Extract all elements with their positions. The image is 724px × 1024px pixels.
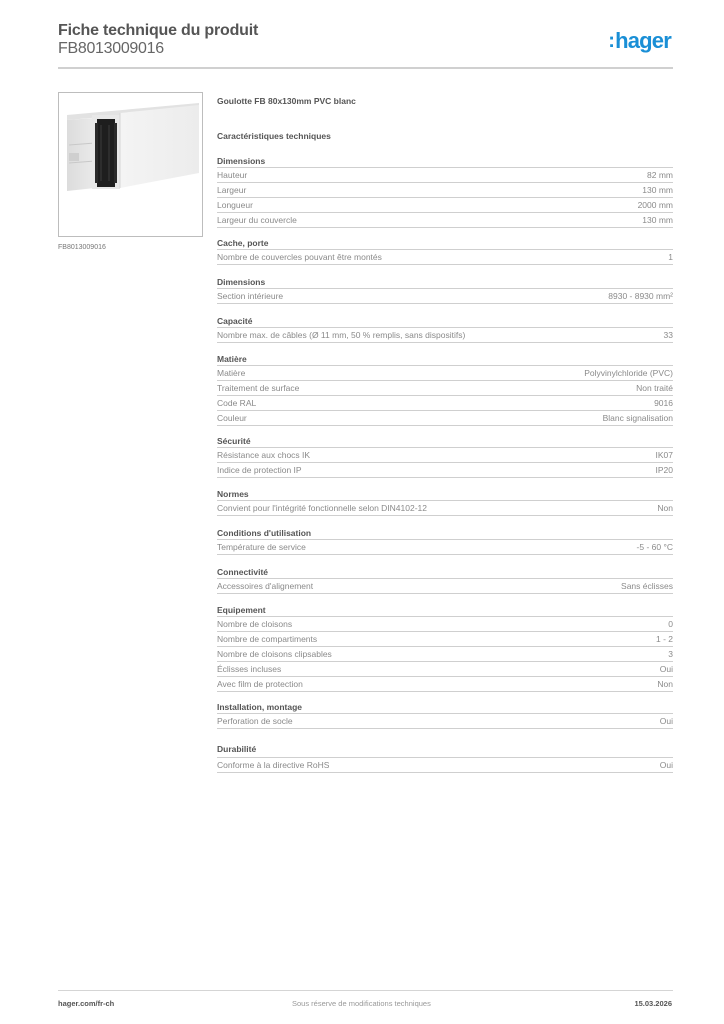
footer-divider bbox=[58, 990, 673, 991]
spec-group-matiere bbox=[217, 353, 673, 426]
spec-row bbox=[217, 366, 673, 381]
spec-group-cache-porte bbox=[217, 237, 673, 265]
spec-label: Éclisses incluses bbox=[217, 664, 282, 674]
spec-row bbox=[217, 540, 673, 555]
image-caption: FB8013009016 bbox=[58, 244, 106, 251]
product-image bbox=[58, 92, 203, 237]
spec-label: Accessoires d'alignement bbox=[217, 581, 314, 591]
spec-label: Convient pour l'intégrité fonctionnelle selon DIN4102-12 bbox=[217, 503, 428, 513]
logo-colon: : bbox=[608, 30, 615, 52]
spec-row bbox=[217, 183, 673, 198]
spec-row bbox=[217, 289, 673, 304]
spec-group-equipement bbox=[217, 604, 673, 692]
spec-row bbox=[217, 501, 673, 516]
spec-group-dimensions-section bbox=[217, 276, 673, 304]
spec-row bbox=[217, 647, 673, 662]
spec-value: 8930 - 8930 mm² bbox=[608, 291, 673, 301]
spec-row bbox=[217, 168, 673, 183]
spec-value: Non traité bbox=[636, 383, 673, 393]
spec-value: 130 mm bbox=[642, 185, 673, 195]
spec-label: Section intérieure bbox=[217, 291, 284, 301]
spec-group-connectivite bbox=[217, 566, 673, 594]
spec-value: 33 bbox=[663, 330, 673, 340]
spec-row bbox=[217, 381, 673, 396]
spec-label: Nombre de cloisons bbox=[217, 619, 293, 629]
spec-row bbox=[217, 579, 673, 594]
spec-value: Blanc signalisation bbox=[602, 413, 673, 423]
spec-group-durabilite bbox=[217, 741, 673, 773]
spec-label: Avec film de protection bbox=[217, 679, 303, 689]
spec-label: Hauteur bbox=[217, 170, 248, 180]
spec-value: Oui bbox=[659, 760, 673, 770]
document-title: Fiche technique du produit bbox=[58, 22, 259, 39]
spec-value: Sans éclisses bbox=[621, 581, 673, 591]
spec-value: Non bbox=[657, 679, 673, 689]
spec-value: 2000 mm bbox=[637, 200, 673, 210]
spec-group-dimensions bbox=[217, 155, 673, 228]
spec-row bbox=[217, 463, 673, 478]
group-title: Connectivité bbox=[217, 566, 673, 579]
spec-row bbox=[217, 198, 673, 213]
group-title: Conditions d'utilisation bbox=[217, 527, 673, 540]
footer-disclaimer: Sous réserve de modifications techniques bbox=[292, 999, 431, 1008]
spec-label: Indice de protection IP bbox=[217, 465, 302, 475]
group-title: Normes bbox=[217, 488, 673, 501]
spec-label: Largeur bbox=[217, 185, 247, 195]
spec-value: Non bbox=[657, 503, 673, 513]
group-title: Sécurité bbox=[217, 435, 673, 448]
group-title: Matière bbox=[217, 353, 673, 366]
spec-label: Perforation de socle bbox=[217, 716, 293, 726]
spec-label: Largeur du couvercle bbox=[217, 215, 297, 225]
spec-row bbox=[217, 758, 673, 773]
spec-row bbox=[217, 677, 673, 692]
footer-website-link[interactable]: hager.com/fr-ch bbox=[58, 999, 115, 1008]
spec-label: Conforme à la directive RoHS bbox=[217, 760, 330, 770]
spec-group-normes bbox=[217, 488, 673, 516]
spec-value: 0 bbox=[668, 619, 673, 629]
spec-value: IK07 bbox=[655, 450, 673, 460]
page-header bbox=[58, 20, 673, 68]
cable-trunking-image-icon bbox=[59, 93, 202, 236]
spec-group-capacite bbox=[217, 315, 673, 343]
spec-label: Nombre max. de câbles (Ø 11 mm, 50 % remplis, sans dispositifs) bbox=[217, 330, 466, 340]
spec-value: 130 mm bbox=[642, 215, 673, 225]
group-title: Cache, porte bbox=[217, 237, 673, 250]
logo-text: hager bbox=[615, 28, 671, 53]
spec-label: Matière bbox=[217, 368, 246, 378]
spec-value: 1 - 2 bbox=[655, 634, 673, 644]
header-divider bbox=[58, 67, 673, 69]
spec-value: 3 bbox=[668, 649, 673, 659]
product-name: Goulotte FB 80x130mm PVC blanc bbox=[217, 96, 356, 106]
spec-row bbox=[217, 448, 673, 463]
spec-row bbox=[217, 632, 673, 647]
spec-value: 9016 bbox=[654, 398, 673, 408]
spec-label: Nombre de cloisons clipsables bbox=[217, 649, 332, 659]
spec-group-securite bbox=[217, 435, 673, 478]
spec-value: 82 mm bbox=[647, 170, 673, 180]
spec-label: Température de service bbox=[217, 542, 306, 552]
spec-value: 1 bbox=[668, 252, 673, 262]
product-reference: FB8013009016 bbox=[58, 40, 164, 57]
spec-group-installation bbox=[217, 701, 673, 729]
group-title: Equipement bbox=[217, 604, 673, 617]
group-title: Installation, montage bbox=[217, 701, 673, 714]
spec-label: Longueur bbox=[217, 200, 253, 210]
spec-value: -5 - 60 °C bbox=[636, 542, 673, 552]
hager-logo[interactable] bbox=[608, 28, 671, 54]
footer-date: 15.03.2026 bbox=[634, 999, 672, 1008]
spec-row bbox=[217, 714, 673, 729]
spec-label: Code RAL bbox=[217, 398, 257, 408]
spec-label: Nombre de couvercles pouvant être montés bbox=[217, 252, 382, 262]
group-title: Durabilité bbox=[217, 741, 673, 758]
spec-row bbox=[217, 328, 673, 343]
group-title: Capacité bbox=[217, 315, 673, 328]
spec-value: IP20 bbox=[655, 465, 673, 475]
spec-row bbox=[217, 662, 673, 677]
spec-row bbox=[217, 617, 673, 632]
spec-value: Oui bbox=[659, 664, 673, 674]
spec-row bbox=[217, 396, 673, 411]
spec-label: Traitement de surface bbox=[217, 383, 300, 393]
section-title: Caractéristiques techniques bbox=[217, 131, 331, 141]
spec-label: Nombre de compartiments bbox=[217, 634, 318, 644]
group-title: Dimensions bbox=[217, 276, 673, 289]
spec-group-conditions bbox=[217, 527, 673, 555]
group-title: Dimensions bbox=[217, 155, 673, 168]
spec-value: Oui bbox=[659, 716, 673, 726]
spec-row bbox=[217, 250, 673, 265]
spec-value: Polyvinylchloride (PVC) bbox=[584, 368, 673, 378]
spec-label: Couleur bbox=[217, 413, 247, 423]
spec-row bbox=[217, 213, 673, 228]
spec-label: Résistance aux chocs IK bbox=[217, 450, 311, 460]
spec-row bbox=[217, 411, 673, 426]
